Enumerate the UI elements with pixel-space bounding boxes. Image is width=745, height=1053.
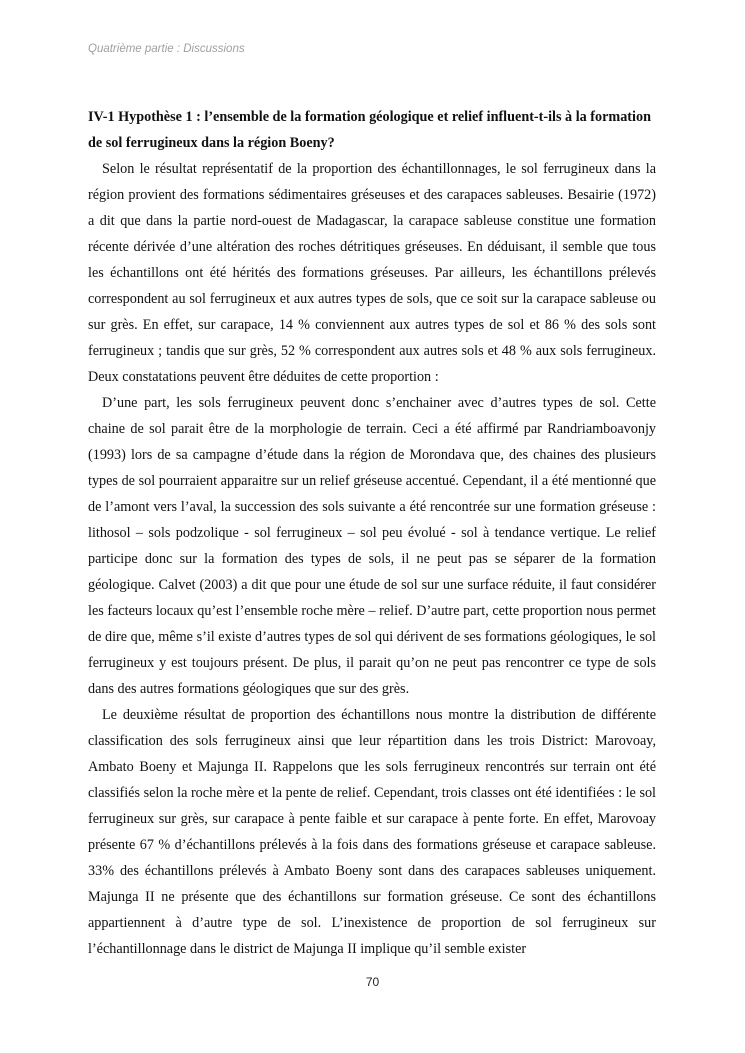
paragraph: Selon le résultat représentatif de la proportion des échantillonnages, le sol ferrugineux dans la région provient des formations sédimentaires gréseuses et des carapaces sableuses. Besairie (1972) a dit que dans la partie nord-ouest de Madagascar, la carapace sableuse constitue une formation récente dérivée d’une altération des roches détritiques gréseuses. En déduisant, il semble que tous les échantillons ont été hérités des formations gréseuses. Par ailleurs, les échantillons prélevés correspondent au sol ferrugineux et aux autres types de sols, que ce soit sur la carapace sableuse ou sur grès. En effet, sur carapace, 14 % conviennent aux autres types de sol et 86 % des sols sont ferrugineux ; tandis que sur grès, 52 % correspondent aux autres sols et 48 % aux sols ferrugineux. Deux constatations peuvent être déduites de cette proportion : [88,161,656,385]
paragraph: D’une part, les sols ferrugineux peuvent donc s’enchainer avec d’autres types de sol. Cette chaine de sol parait être de la morphologie de terrain. Ceci a été affirmé par Randriamboavonjy (1993) lors de sa campagne d’étude dans la région de Morondava que, des chaines des plusieurs types de sol pourraient apparaitre sur un relief gréseuse accentué. Cependant, il a été mentionné que de l’amont vers l’aval, la succession des sols suivante a été rencontrée sur une formation gréseuse : lithosol – sols podzolique - sol ferrugineux – sol peu évolué - sol à tendance vertique. Le relief participe donc sur la formation des types de sols, il ne peut pas se séparer de la formation géologique. Calvet (2003) a dit que pour une étude de sol sur une surface réduite, il faut considérer les facteurs locaux qu’est l’ensemble roche mère – relief. D’autre part, cette proportion nous permet de dire que, même s’il existe d’autres types de sol qui dérivent de ses formations géologiques, le sol ferrugineux y est toujours présent. De plus, il parait qu’on ne peut pas rencontrer ce type de sols dans des autres formations géologiques que sur des grès. [88,395,656,697]
page-body [88,104,656,962]
page-number: 70 [365,975,380,989]
section-heading: IV-1 Hypothèse 1 : l’ensemble de la formation géologique et relief influent-t-ils à la formation de sol ferrugineux dans la région Boeny? [88,109,651,151]
paragraph: Le deuxième résultat de proportion des échantillons nous montre la distribution de différente classification des sols ferrugineux ainsi que leur répartition dans les trois District: Marovoay, Ambato Boeny et Majunga II. Rappelons que les sols ferrugineux rencontrés sur terrain ont été classifiés selon la roche mère et la pente de relief. Cependant, trois classes ont été identifiées : le sol ferrugineux sur grès, sur carapace à pente faible et sur carapace à pente forte. En effet, Marovoay présente 67 % d’échantillons prélevés à la fois dans des formations gréseuse et carapace sableuse. 33% des échantillons prélevés à Ambato Boeny sont dans des carapaces sableuses uniquement. Majunga II ne présente que des échantillons sur formation gréseuse. Ce sont des échantillons appartiennent à d’autre type de sol. L’inexistence de proportion de sol ferrugineux sur l’échantillonnage dans le district de Majunga II implique qu’il semble exister [88,707,656,957]
running-header: Quatrième partie : Discussions [88,43,245,55]
